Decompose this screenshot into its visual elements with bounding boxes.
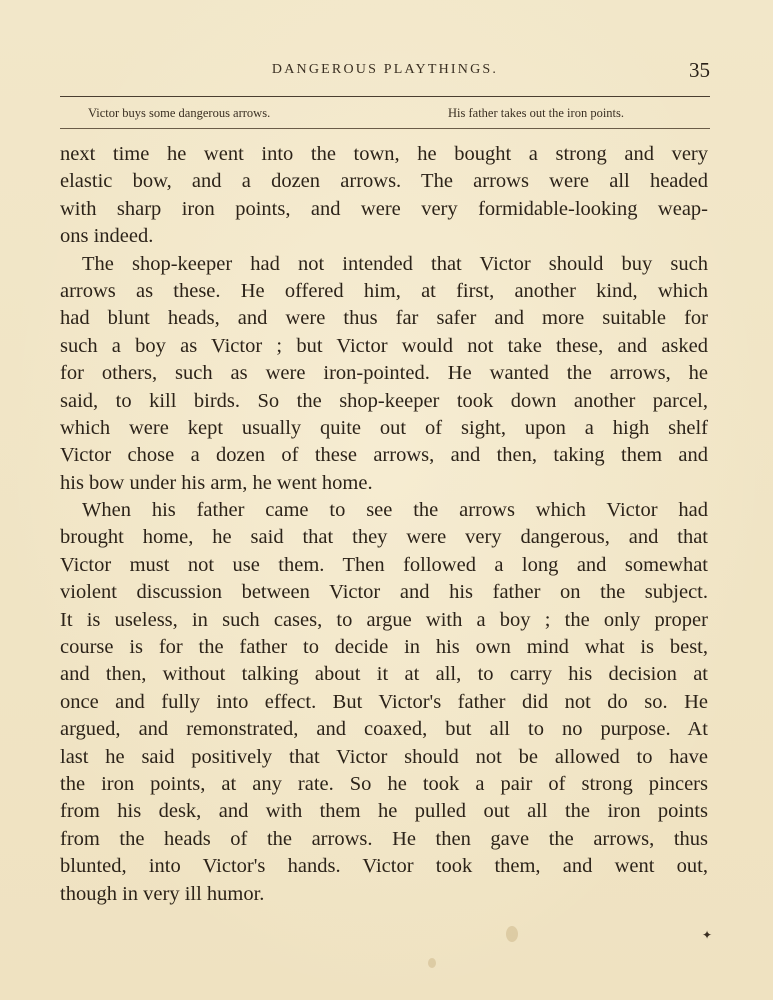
- text-line: with sharp iron points, and were very formidable-looking weap-: [60, 197, 708, 220]
- text-line: once and fully into effect. But Victor's father did not do so. He: [60, 690, 708, 713]
- text-line: The shop-keeper had not intended that Victor should buy such: [82, 252, 708, 275]
- text-line: ons indeed.: [60, 225, 154, 248]
- text-line: for others, such as were iron-pointed. He wanted the arrows, he: [60, 362, 708, 385]
- text-line: When his father came to see the arrows which Victor had: [82, 499, 708, 522]
- text-line: It is useless, in such cases, to argue with a boy ; the only proper: [60, 608, 708, 631]
- text-line: the iron points, at any rate. So he took a pair of strong pincers: [60, 772, 708, 795]
- running-head: [60, 58, 710, 84]
- text-line: arrows as these. He offered him, at first, another kind, which: [60, 279, 708, 302]
- text-line: brought home, he said that they were very dangerous, and that: [60, 526, 708, 549]
- text-line: course is for the father to decide in his own mind what is best,: [60, 636, 708, 659]
- text-line: argued, and remonstrated, and coaxed, but all to no purpose. At: [60, 718, 708, 741]
- side-note-right: His father takes out the iron points.: [448, 106, 625, 120]
- ink-mark-icon: ✦: [702, 928, 713, 942]
- header-rule: [60, 96, 710, 97]
- text-line: elastic bow, and a dozen arrows. The arrows were all headed: [60, 170, 708, 193]
- running-title: DANGEROUS PLAYTHINGS.: [271, 62, 499, 77]
- text-line: said, to kill birds. So the shop-keeper took down another parcel,: [60, 389, 708, 412]
- text-line: had blunt heads, and were thus far safer and more suitable for: [60, 307, 708, 330]
- page-number: 35: [689, 58, 710, 82]
- text-line: violent discussion between Victor and his father on the subject.: [60, 581, 708, 604]
- side-note-rule: [60, 128, 710, 129]
- body-text: [60, 141, 708, 908]
- text-line: Victor chose a dozen of these arrows, and then, taking them and: [60, 444, 708, 467]
- side-note-left: Victor buys some dangerous arrows.: [88, 106, 271, 120]
- text-line: blunted, into Victor's hands. Victor took them, and went out,: [60, 855, 708, 878]
- text-line: last he said positively that Victor should not be allowed to have: [60, 745, 708, 768]
- paper-stain: [428, 958, 436, 968]
- text-line: such a boy as Victor ; but Victor would not take these, and asked: [60, 334, 708, 357]
- text-line: which were kept usually quite out of sight, upon a high shelf: [60, 416, 708, 439]
- text-line: though in very ill humor.: [60, 882, 265, 905]
- text-line: his bow under his arm, he went home.: [60, 471, 373, 494]
- text-line: from his desk, and with them he pulled out all the iron points: [60, 800, 708, 823]
- text-line: next time he went into the town, he bought a strong and very: [60, 143, 708, 165]
- text-line: Victor must not use them. Then followed a long and somewhat: [60, 553, 708, 576]
- text-line: and then, without talking about it at all, to carry his decision at: [60, 663, 708, 686]
- paper-stain: [506, 926, 518, 942]
- text-line: from the heads of the arrows. He then gave the arrows, thus: [60, 827, 708, 850]
